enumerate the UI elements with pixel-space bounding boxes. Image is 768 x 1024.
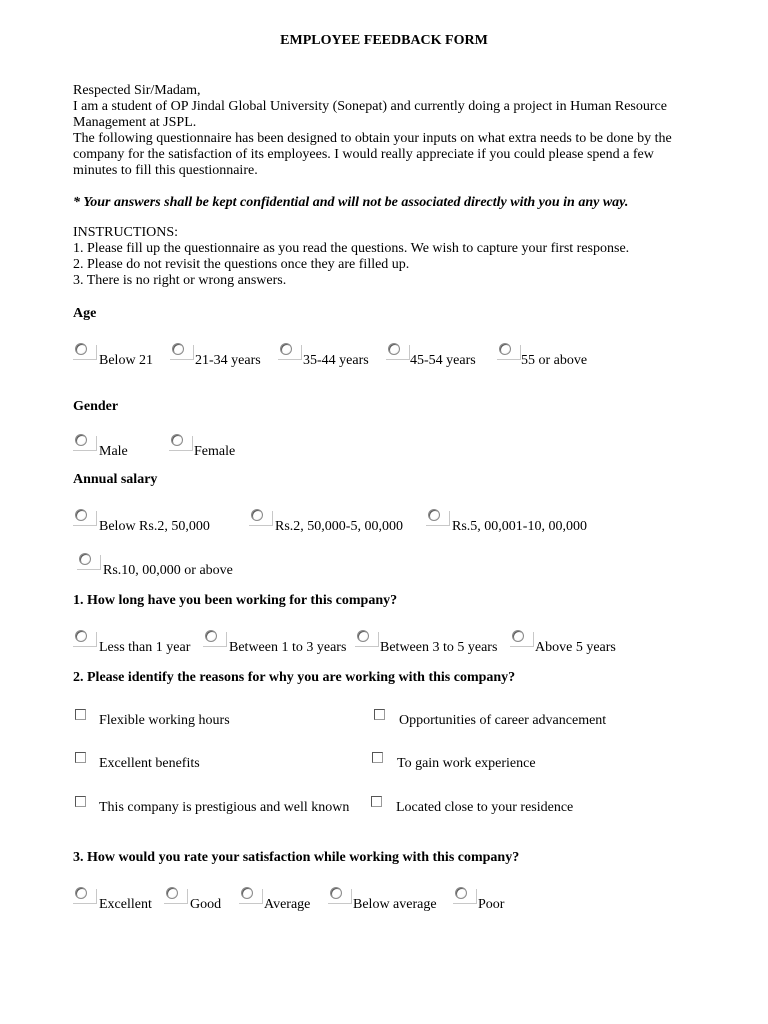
option-label: Above 5 years <box>535 640 616 655</box>
intro-line-1: I am a student of OP Jindal Global University (Sonepat) and currently doing a project in Human Resource <box>73 99 667 114</box>
option-label: Located close to your residence <box>396 800 574 815</box>
option-label: 21-34 years <box>195 353 261 368</box>
field-frame <box>328 889 352 904</box>
checkbox[interactable] <box>75 796 86 807</box>
gender-option-male[interactable] <box>75 434 135 458</box>
option-label: Below Rs.2, 50,000 <box>99 519 210 534</box>
gender-label: Gender <box>73 399 119 414</box>
option-label: Poor <box>478 897 505 912</box>
q3-option-good[interactable] <box>166 887 226 911</box>
instruction-item-2: 2. Please do not revisit the questions once they are filled up. <box>73 257 410 272</box>
field-frame <box>510 632 534 647</box>
q1-option-above-5[interactable] <box>512 630 622 654</box>
option-label: Average <box>264 897 311 912</box>
field-frame <box>278 345 302 360</box>
q2-option-prestigious[interactable] <box>75 796 355 816</box>
field-frame <box>169 436 193 451</box>
q1-option-less-than-1[interactable] <box>75 630 195 654</box>
option-label: Excellent <box>99 897 152 912</box>
option-label: To gain work experience <box>397 756 536 771</box>
field-frame <box>73 345 97 360</box>
option-label: Excellent benefits <box>99 756 200 771</box>
field-frame <box>73 436 97 451</box>
age-option-below-21[interactable] <box>75 343 155 367</box>
option-label: Male <box>99 444 128 459</box>
question-1-label: 1. How long have you been working for this company? <box>73 593 398 608</box>
age-option-45-54[interactable] <box>388 343 480 367</box>
option-label: Below 21 <box>99 353 154 368</box>
field-frame <box>239 889 263 904</box>
checkbox[interactable] <box>372 752 383 763</box>
checkbox[interactable] <box>374 709 385 720</box>
field-frame <box>249 511 273 526</box>
option-label: Below average <box>353 897 437 912</box>
field-frame <box>497 345 521 360</box>
intro-line-2: Management at JSPL. <box>73 115 197 130</box>
option-label: Opportunities of career advancement <box>399 713 607 728</box>
option-label: 55 or above <box>521 353 588 368</box>
salutation: Respected Sir/Madam, <box>73 83 201 98</box>
field-frame <box>73 632 97 647</box>
field-frame <box>73 511 97 526</box>
age-option-55-above[interactable] <box>499 343 591 367</box>
age-label: Age <box>73 306 97 321</box>
intro-line-4: company for the satisfaction of its employees. I would really appreciate if you could please spend a few <box>73 147 654 162</box>
field-frame <box>73 889 97 904</box>
q2-option-close-residence[interactable] <box>371 796 581 816</box>
salary-option-250000-500000[interactable] <box>251 509 411 533</box>
checkbox[interactable] <box>75 752 86 763</box>
field-frame <box>453 889 477 904</box>
salary-label: Annual salary <box>73 472 158 487</box>
option-label: Good <box>190 897 222 912</box>
salary-option-below-250000[interactable] <box>75 509 215 533</box>
option-label: Rs.5, 00,001-10, 00,000 <box>452 519 587 534</box>
option-label: Between 1 to 3 years <box>229 640 347 655</box>
checkbox[interactable] <box>371 796 382 807</box>
option-label: Female <box>194 444 236 459</box>
salary-option-1000000-above[interactable] <box>79 553 239 577</box>
form-title: EMPLOYEE FEEDBACK FORM <box>280 33 488 48</box>
option-label: This company is prestigious and well known <box>99 800 350 815</box>
age-option-21-34[interactable] <box>172 343 264 367</box>
instruction-item-1: 1. Please fill up the questionnaire as you read the questions. We wish to capture your first response. <box>73 241 630 256</box>
instructions-heading: INSTRUCTIONS: <box>73 225 179 240</box>
option-label: Less than 1 year <box>99 640 191 655</box>
field-frame <box>203 632 227 647</box>
q2-option-flexible-hours[interactable] <box>75 709 245 729</box>
confidentiality-note: * Your answers shall be kept confidential and will not be associated directly with you in any way. <box>73 195 629 210</box>
field-frame <box>355 632 379 647</box>
field-frame <box>426 511 450 526</box>
option-label: Rs.2, 50,000-5, 00,000 <box>275 519 403 534</box>
q2-option-career-advancement[interactable] <box>374 709 614 729</box>
checkbox[interactable] <box>75 709 86 720</box>
option-label: 35-44 years <box>303 353 369 368</box>
q2-option-work-experience[interactable] <box>372 752 552 772</box>
salary-option-500001-1000000[interactable] <box>428 509 593 533</box>
q3-option-below-average[interactable] <box>330 887 445 911</box>
option-label: 45-54 years <box>410 353 476 368</box>
q3-option-excellent[interactable] <box>75 887 155 911</box>
field-frame <box>170 345 194 360</box>
q3-option-poor[interactable] <box>455 887 515 911</box>
field-frame <box>386 345 410 360</box>
intro-line-5: minutes to fill this questionnaire. <box>73 163 258 178</box>
question-3-label: 3. How would you rate your satisfaction while working with this company? <box>73 850 520 865</box>
instruction-item-3: 3. There is no right or wrong answers. <box>73 273 287 288</box>
age-option-35-44[interactable] <box>280 343 372 367</box>
question-2-label: 2. Please identify the reasons for why you are working with this company? <box>73 670 516 685</box>
q3-option-average[interactable] <box>241 887 316 911</box>
intro-line-3: The following questionnaire has been designed to obtain your inputs on what extra needs to be done by the <box>73 131 672 146</box>
q1-option-1-to-3[interactable] <box>205 630 350 654</box>
option-label: Between 3 to 5 years <box>380 640 498 655</box>
option-label: Rs.10, 00,000 or above <box>103 563 233 578</box>
field-frame <box>77 555 101 570</box>
option-label: Flexible working hours <box>99 713 230 728</box>
gender-option-female[interactable] <box>171 434 241 458</box>
q2-option-excellent-benefits[interactable] <box>75 752 215 772</box>
field-frame <box>164 889 188 904</box>
q1-option-3-to-5[interactable] <box>357 630 502 654</box>
